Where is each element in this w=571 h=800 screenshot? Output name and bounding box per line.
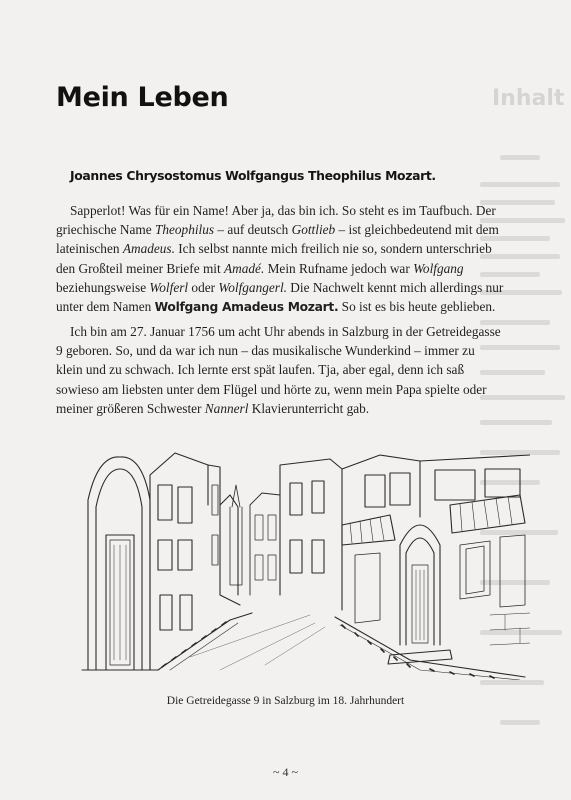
paragraph-birth: Ich bin am 27. Januar 1756 um acht Uhr abends in Salzburg in der Getreidegasse 9 geboren. So, und da war ich nun – das musikalische Wunderkind – immer zu klein und zu schwach. Ich lernte erst spät laufen. Tja, aber egal, denn ich saß sowieso am liebsten unter dem Flügel und hörte zu, wenn mein Papa spielte oder meiner größeren Schwester Nannerl Klavierunterricht gab. <box>56 324 501 416</box>
paragraph-name: Sapperlot! Was für ein Name! Aber ja, das bin ich. So steht es im Taufbuch. Der griechische Name Theophilus – auf deutsch Gottlieb – ist gleichbedeutend mit dem lateinischen Amadeus. Ich selbst nannte mich freilich nie so, sondern unterschrieb den Großteil meiner Briefe mit Amadé. Mein Rufname jedoch war Wolfgang beziehungsweise Wolferl oder Wolfgangerl. Die Nachwelt kennt mich allerdings nur unter dem Namen Wolfgang Amadeus Mozart. So ist es bis heute geblieben. <box>56 203 504 315</box>
figure-caption: Die Getreidegasse 9 in Salzburg im 18. Jahrhundert <box>166 695 405 707</box>
page-title: Mein Leben <box>56 82 229 113</box>
street-illustration <box>80 445 530 680</box>
subheading: Joannes Chrysostomus Wolfgangus Theophilus Mozart. <box>70 168 436 183</box>
bleed-through-title: Inhalt <box>492 86 565 111</box>
page-number: ~ 4 ~ <box>273 765 298 779</box>
